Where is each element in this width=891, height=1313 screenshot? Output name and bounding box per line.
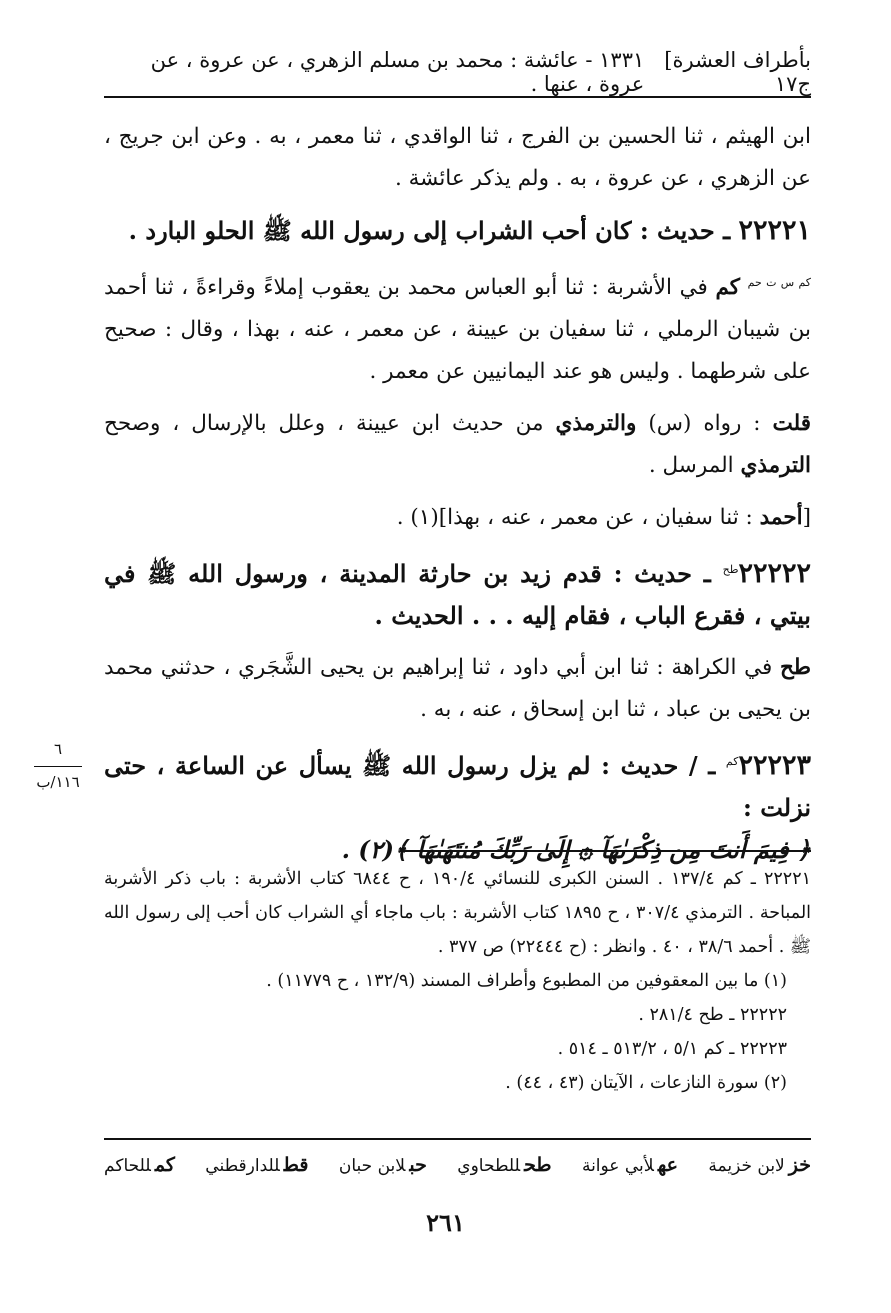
margin-rule — [34, 766, 82, 767]
legend-item — [104, 1150, 175, 1181]
legend-abbr: طح — [524, 1154, 552, 1176]
source-abbr: طح — [780, 655, 811, 681]
legend-item — [205, 1150, 308, 1181]
isnad-paragraph-2 — [104, 647, 811, 731]
hadith-text: ـ حديث : كان أحب الشراب إلى رسول الله ﷺ الحلو البارد . — [128, 216, 739, 245]
legend-item — [708, 1150, 811, 1181]
margin-top: ٦ — [53, 740, 63, 758]
legend-name: للحاكم — [104, 1156, 151, 1176]
legend-item — [582, 1150, 678, 1181]
qultu-label: قلت — [772, 411, 811, 437]
header-topic: ١٣٣١ - عائشة : محمد بن مسلم الزهري ، عن عروة ، عن عروة ، عنها . — [150, 48, 645, 96]
source-sigla: كم س ت حم — [747, 276, 812, 289]
main-text — [104, 116, 811, 881]
bold-tirmidhi: والترمذي — [555, 411, 637, 437]
hadith-number: ٢٢٢٢١ — [738, 215, 811, 246]
text-span: : ثنا سفيان ، عن معمر ، عنه ، بهذا](١) . — [396, 505, 760, 531]
paragraph-continuation — [104, 116, 811, 200]
legend-abbr: حب — [409, 1154, 427, 1176]
source-sigla: طح — [722, 563, 739, 577]
header-divider — [104, 96, 811, 98]
legend-name: للطحاوي — [457, 1156, 521, 1176]
page-number: ٢٦١ — [426, 1208, 465, 1237]
legend-item — [339, 1150, 427, 1181]
header-book-title: بأطراف العشرة] ج١٧ — [664, 48, 811, 96]
source-abbr: كم — [715, 275, 741, 301]
paragraph-text: ابن الهيثم ، ثنا الحسين بن الفرج ، ثنا الواقدي ، ثنا معمر ، به . وعن ابن جريج ، عن الزهري ، عن عروة ، به . ولم يذكر عائشة . — [104, 124, 811, 191]
paragraph-text: في الأشربة : ثنا أبو العباس محمد بن يعقوب إملاءً وقراءةً ، ثنا أحمد بن شيبان الرملي ، ثنا سفيان بن عيينة ، عن معمر ، عنه ، بهذا ، وقال : صحيح على شرطهما . وليس هو عند اليمانيين عن معمر . — [104, 275, 811, 385]
hadith-text: ـ حديث : قدم زيد بن حارثة المدينة ، ورسول الله ﷺ في بيتي ، فقرع الباب ، فقام إليه . . . الحديث . — [104, 559, 811, 631]
legend-divider — [104, 1138, 811, 1140]
legend-abbr: عه — [657, 1154, 679, 1176]
text-span: المرسل . — [648, 453, 741, 479]
paragraph-text: في الكراهة : ثنا ابن أبي داود ، ثنا إبراهيم بن يحيى الشَّجَري ، حدثني محمد بن يحيى بن عباد ، ثنا ابن إسحاق ، عنه ، به . — [104, 655, 811, 723]
legend-abbr: قط — [283, 1154, 309, 1176]
hadith-text: ـ / حديث : لم يزل رسول الله ﷺ يسأل عن الساعة ، حتى نزلت : — [104, 751, 811, 823]
footnote-divider — [401, 850, 811, 852]
bold-tirmidhi: الترمذي — [740, 453, 811, 479]
hadith-22221 — [104, 210, 811, 252]
hadith-number: ٢٢٢٢٣ — [738, 750, 811, 782]
text-span: : رواه (س) — [636, 411, 773, 437]
hadith-number: ٢٢٢٢٢ — [738, 558, 811, 590]
ahmad-label: أحمد — [759, 505, 803, 531]
footnote: (٢) سورة النازعات ، الآيتان (٤٣ ، ٤٤) . — [505, 1073, 787, 1093]
footnote: ٢٢٢٢٣ ـ كم ٥/١ ، ٥١٣/٢ ـ ٥١٤ . — [557, 1039, 787, 1059]
manuscript-margin-note — [28, 740, 88, 791]
legend-abbr: خز — [788, 1154, 811, 1176]
legend-abbr: كم — [154, 1154, 175, 1176]
footnote: ٢٢٢٢١ ـ كم ١٣٧/٤ . السنن الكبرى للنسائي ١٩٠/٤ ، ح ٦٨٤٤ كتاب الأشربة : باب ذكر الأشربة المباحة . الترمذي ٣٠٧/٤ ، ح ١٨٩٥ كتاب الأشربة : باب ماجاء أي الشراب كان أحب إلى رسول الله ﷺ . أحمد ٣٨/٦ ، ٤٠ . وانظر : (ح ٢٢٤٤٤) ص ٣٧٧ . — [104, 869, 812, 957]
footnote: (١) ما بين المعقوفين من المطبوع وأطراف المسند (١٣٢/٩ ، ح ١١٧٧٩) . — [266, 971, 787, 991]
running-header — [104, 48, 811, 96]
quran-verse: ﴿ فِيمَ أَنتَ مِن ذِكْرَىٰهَآ ۞ إِلَىٰ رَبِّكَ مُنتَهَىٰهَآ ﴾(٢) . — [341, 835, 811, 865]
bracket: [ — [802, 505, 811, 531]
legend-name: للدارقطني — [205, 1156, 280, 1176]
hadith-22222 — [104, 549, 811, 637]
legend-item — [457, 1150, 551, 1181]
isnad-paragraph-1 — [104, 262, 811, 393]
qultu-paragraph — [104, 403, 811, 487]
legend-name: لأبي عوانة — [581, 1156, 654, 1176]
text-span: من حديث ابن عيينة ، وعلل بالإرسال ، وصحح — [104, 411, 556, 437]
footnotes — [104, 862, 811, 1100]
legend-name: لابن خزيمة — [708, 1156, 785, 1176]
source-sigla: كم — [725, 755, 739, 769]
abbreviation-legend — [104, 1150, 811, 1181]
ahmad-paragraph — [104, 497, 811, 539]
footnote: ٢٢٢٢٢ ـ طح ٢٨١/٤ . — [638, 1005, 787, 1025]
legend-name: لابن حبان — [338, 1156, 406, 1176]
margin-bottom: ١١٦/ب — [36, 773, 80, 791]
